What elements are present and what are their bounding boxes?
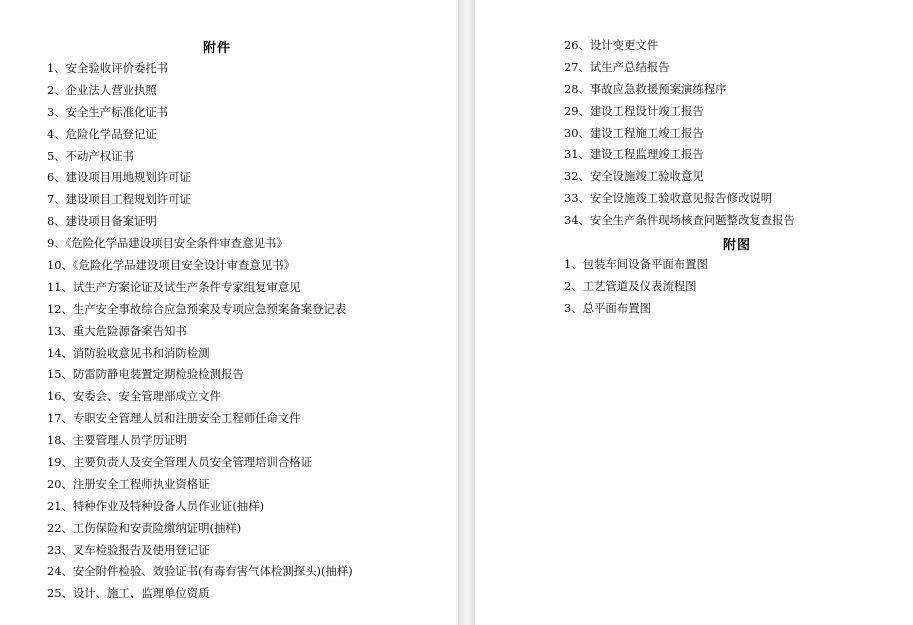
list-item: 30、建设工程施工竣工报告	[564, 125, 704, 140]
list-item: 24、安全附件检验、效验证书(有毒有害气体检测探头)(抽样)	[47, 564, 353, 579]
figures-heading: 附图	[723, 238, 752, 253]
list-item: 17、专职安全管理人员和注册安全工程师任命文件	[47, 411, 301, 426]
right-page	[475, 0, 913, 625]
list-item: 32、安全设施竣工验收意见	[564, 169, 704, 184]
appendix-heading: 附件	[203, 41, 232, 56]
list-item: 26、设计变更文件	[564, 38, 659, 52]
list-item: 22、工伤保险和安责险缴纳证明(抽样)	[47, 520, 242, 535]
list-item: 1、包装车间设备平面布置图	[564, 257, 708, 271]
list-item: 31、建设工程监理竣工报告	[564, 147, 704, 162]
figures-list	[564, 254, 708, 320]
list-item: 16、安委会、安全管理部成立文件	[47, 389, 221, 404]
list-item: 28、事故应急救援预案演练程序	[564, 81, 727, 96]
list-item: 27、试生产总结报告	[564, 59, 670, 74]
list-item: 2、企业法人营业执照	[47, 82, 157, 97]
list-item: 13、重大危险源备案告知书	[47, 323, 187, 338]
list-item: 18、主要管理人员学历证明	[47, 433, 187, 448]
list-item: 15、防雷防静电装置定期检验检测报告	[47, 367, 244, 382]
list-item: 6、建设项目用地规划许可证	[47, 170, 191, 185]
list-item: 19、主要负责人及安全管理人员安全管理培训合格证	[47, 455, 313, 470]
list-item: 5、不动产权证书	[47, 148, 134, 163]
list-item: 11、试生产方案论证及试生产条件专家组复审意见	[47, 279, 301, 294]
list-item: 1、安全验收评价委托书	[47, 61, 169, 75]
list-item: 12、生产安全事故综合应急预案及专项应急预案备案登记表	[47, 301, 347, 316]
page-gutter	[458, 0, 475, 625]
list-item: 9、《危险化学品建设项目安全条件审查意见书》	[47, 236, 288, 251]
list-item: 23、叉车检验报告及使用登记证	[47, 542, 210, 557]
list-item: 20、注册安全工程师执业资格证	[47, 476, 210, 491]
list-item: 10、《危险化学品建设项目安全设计审查意见书》	[47, 258, 295, 273]
list-item: 33、安全设施竣工验收意见报告修改说明	[564, 191, 773, 206]
list-item: 3、总平面布置图	[564, 300, 651, 315]
list-item: 25、设计、施工、监理单位资质	[47, 586, 210, 601]
list-item: 21、特种作业及特种设备人员作业证(抽样)	[47, 498, 265, 513]
list-item: 29、建设工程设计竣工报告	[564, 103, 704, 118]
appendix-list	[47, 58, 353, 605]
list-item: 4、危险化学品登记证	[47, 126, 157, 141]
list-item: 2、工艺管道及仪表流程图	[564, 278, 697, 293]
list-item: 34、安全生产条件现场核查问题整改复查报告	[564, 213, 795, 228]
list-item: 14、消防验收意见书和消防检测	[47, 345, 210, 360]
appendix-list-continued	[564, 35, 795, 232]
list-item: 7、建设项目工程规划许可证	[47, 192, 191, 207]
list-item: 3、安全生产标准化证书	[47, 104, 169, 119]
list-item: 8、建设项目备案证明	[47, 214, 157, 229]
